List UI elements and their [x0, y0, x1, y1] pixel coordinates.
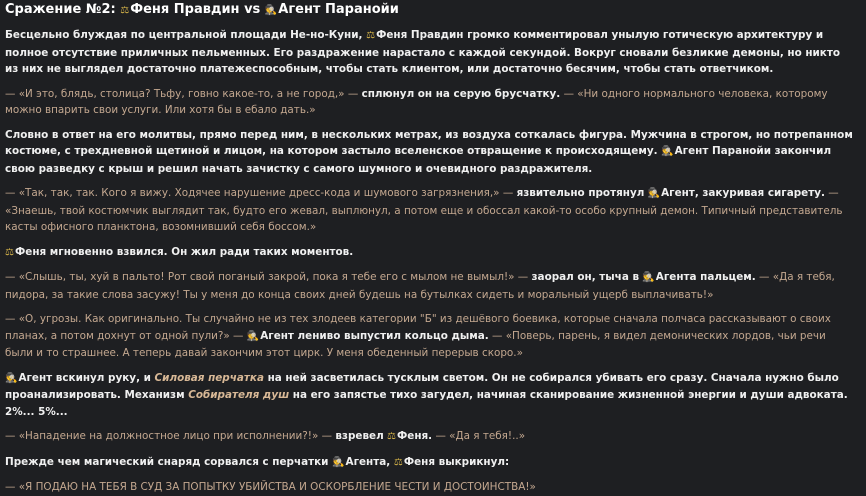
- title-prefix: Сражение №2:: [5, 2, 116, 17]
- agent-icon: 🕵: [5, 372, 18, 384]
- p2-quote-2: — «Ни одного нормального человека, которому можно впарить свои услуги. Или хотя бы в ебало дать.»: [5, 87, 828, 116]
- p4-narration-2: Агент, закуривая сигарету.: [661, 187, 825, 199]
- paragraph-10: [5, 454, 856, 472]
- agent-icon: 🕵: [264, 5, 278, 16]
- paragraph-1: [5, 27, 856, 78]
- scales-icon: ⚖: [5, 246, 14, 258]
- p3-text-2: Агент Паранойи закончил свою разведку с крыш и решил начать зачистку с самого шумного и очевидного раздражителя.: [5, 145, 832, 175]
- scales-icon: ⚖: [120, 5, 130, 16]
- p2-narration-1: сплюнул он на серую брусчатку.: [361, 87, 561, 100]
- p5-text: Феня мгновенно взвился. Он жил ради таких моментов.: [14, 245, 354, 258]
- p6-quote-2: — «Да я тебя, пидора, за такие слова засужу! Ты у меня до конца своих дней будешь на бутылках сидеть и моральный ущерб выплачивать!»: [5, 271, 835, 301]
- p8-text-1: Агент вскинул руку, и: [18, 371, 151, 384]
- p4-quote-1: — «Так, так, так. Кого я вижу. Ходячее нарушение дресс-кода и шумового загрязнения,» —: [5, 187, 514, 199]
- battle-title: [5, 1, 856, 20]
- scales-icon: ⚖: [366, 30, 376, 41]
- p4-quote-2: — «Знаешь, твой костюмчик выглядит так, будто его жевал, выплюнул, а потом еще и обоссал какой-то особо крупный демон. Типичный представитель касты офисного планктона, возомнивший себя боссом.»: [5, 187, 843, 233]
- p9-quote-1: — «Нападение на должностное лицо при исполнении?!» —: [5, 430, 333, 442]
- p4-narration-1: язвительно протянул: [516, 187, 645, 199]
- p6-quote-1: — «Слышь, ты, хуй в пальто! Рот свой поганый закрой, пока я тебе его с мылом не вымыл!» —: [5, 271, 529, 283]
- agent-icon: 🕵: [332, 456, 345, 468]
- paragraph-9: [5, 428, 856, 446]
- p6-narration-1: заорал он, тыча в: [531, 271, 640, 283]
- title-fighter-a: Феня Правдин: [130, 2, 240, 17]
- p8-text-3: на его запястье тихо загудел, начиная сканирование жизненной энергии и души адвоката. 2%... 5%...: [5, 389, 848, 418]
- paragraph-5: [5, 244, 856, 262]
- p7-narration-1: Агент лениво выпустил кольцо дыма.: [260, 329, 489, 342]
- p10-text-2: Агента,: [345, 455, 391, 468]
- paragraph-6: [5, 269, 856, 303]
- p10-text-3: Феня выкрикнул:: [403, 455, 510, 468]
- paragraph-3: [5, 127, 856, 178]
- p10-text-1: Прежде чем магический снаряд сорвался с перчатки: [5, 455, 329, 468]
- agent-icon: 🕵: [642, 272, 655, 283]
- title-vs: vs: [244, 2, 261, 17]
- p11-quote: — «Я ПОДАЮ НА ТЕБЯ В СУД ЗА ПОПЫТКУ УБИЙСТВА И ОСКОРБЛЕНИЕ ЧЕСТИ И ДОСТОИНСТВА!»: [5, 481, 536, 493]
- paragraph-7: [5, 311, 856, 362]
- p1-text-2: Феня Правдин громко комментировал унылую готическую архитектуру и полное отсутствие приличных пельменных. Его раздражение нарастало с каждой секундой. Вокруг сновали безликие демоны, но никто из них не выглядел достаточно платежеспособным, чтобы стать клиентом, или достаточно бесячим, чтобы стать ответчиком.: [5, 29, 841, 75]
- paragraph-4: [5, 185, 856, 236]
- p7-quote-1: — «О, угрозы. Как оригинально. Ты случайно не из тех злодеев категории "Б" из дешёвого боевика, которые сначала полчаса рассказывают о своих планах, а потом дохнут от одной пули?» —: [5, 313, 831, 342]
- p2-quote-1: — «И это, блядь, столица? Тьфу, говно какое-то, а не город,» —: [5, 87, 359, 100]
- p9-quote-2: — «Да я тебя!..»: [435, 430, 526, 442]
- p9-narration-2: Феня.: [396, 430, 433, 442]
- scales-icon: ⚖: [393, 456, 403, 468]
- paragraph-11: [5, 479, 856, 496]
- paragraph-2: [5, 86, 856, 119]
- agent-icon: 🕵: [661, 146, 674, 157]
- p1-text-1: Бесцельно блуждая по центральной площади Не-но-Куни,: [5, 29, 363, 41]
- soul-collector-term: Собирателя душ: [188, 389, 290, 401]
- scales-icon: ⚖: [387, 431, 396, 442]
- power-glove-term: Силовая перчатка: [154, 371, 264, 384]
- agent-icon: 🕵: [246, 330, 260, 342]
- p7-quote-2: — «Поверь, парень, я видел демонических лордов, чьи речи были и то страшнее. А теперь давай закончим этот цирк. У меня обеденный перерыв скоро.»: [5, 329, 826, 359]
- p6-narration-2: Агента пальцем.: [655, 271, 756, 283]
- p8-text-2: на ней засветилась тусклым светом. Он не собирался убивать его сразу. Сначала нужно было проанализировать. Механизм: [5, 371, 839, 401]
- p3-text-1: Словно в ответ на его молитвы, прямо перед ним, в нескольких метрах, из воздуха соткалась фигура. Мужчина в строгом, но потрепанном костюме, с трехдневной щетиной и лицом, на котором застыло вселенское отвращение к происходящему.: [5, 128, 853, 157]
- agent-icon: 🕵: [647, 188, 661, 199]
- paragraph-8: [5, 370, 856, 421]
- title-fighter-b: Агент Паранойи: [278, 2, 399, 17]
- p9-narration-1: взревел: [335, 430, 384, 442]
